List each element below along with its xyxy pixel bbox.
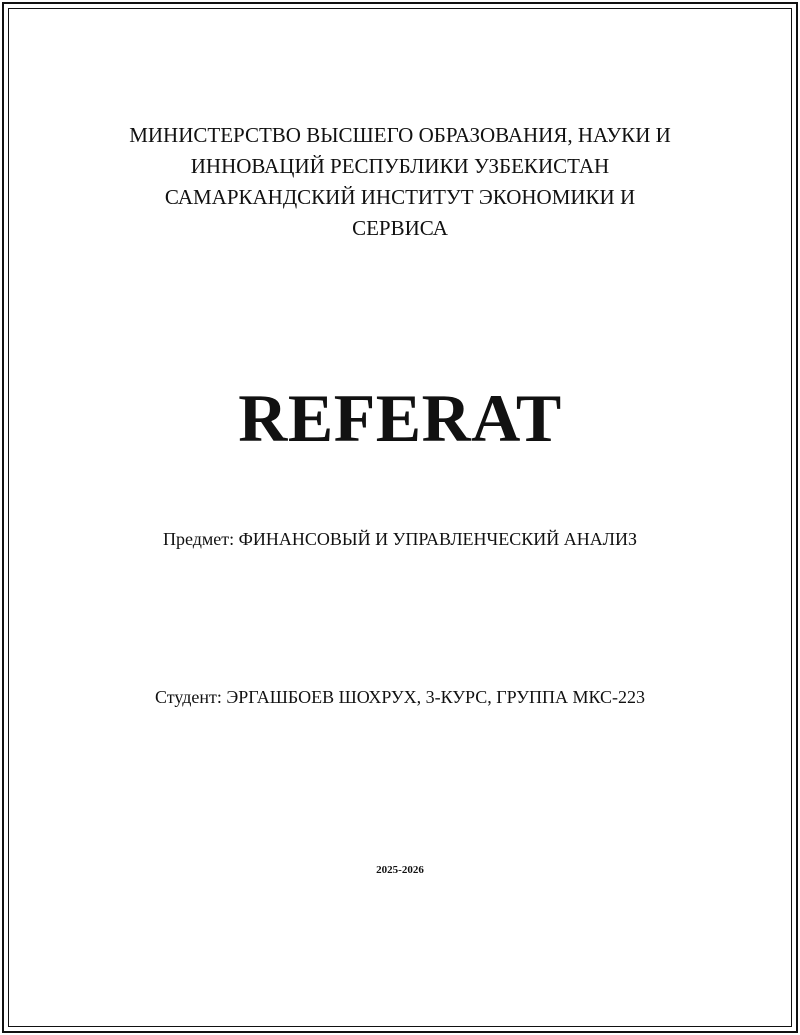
student-label: Студент:: [154, 687, 222, 707]
header-line-institute-1: САМАРКАНДСКИЙ ИНСТИТУТ ЭКОНОМИКИ И: [164, 185, 636, 209]
academic-year: 2025-2026: [376, 864, 424, 876]
student-value: ЭРГАШБОЕВ ШОХРУХ, 3-КУРС, ГРУППА МКС-223: [226, 687, 646, 707]
header-line-ministry-2: ИННОВАЦИЙ РЕСПУБЛИКИ УЗБЕКИСТАН: [190, 154, 610, 178]
header-line-institute-2: СЕРВИСА: [352, 216, 448, 240]
subject-value: ФИНАНСОВЫЙ И УПРАВЛЕНЧЕСКИЙ АНАЛИЗ: [238, 529, 637, 549]
subject-label: Предмет:: [163, 529, 235, 549]
header-line-ministry-1: МИНИСТЕРСТВО ВЫСШЕГО ОБРАЗОВАНИЯ, НАУКИ И: [129, 123, 671, 147]
document-title: REFERAT: [238, 380, 562, 456]
subject-line: [0, 527, 800, 551]
student-line: [0, 685, 800, 709]
institution-header: [0, 120, 800, 244]
